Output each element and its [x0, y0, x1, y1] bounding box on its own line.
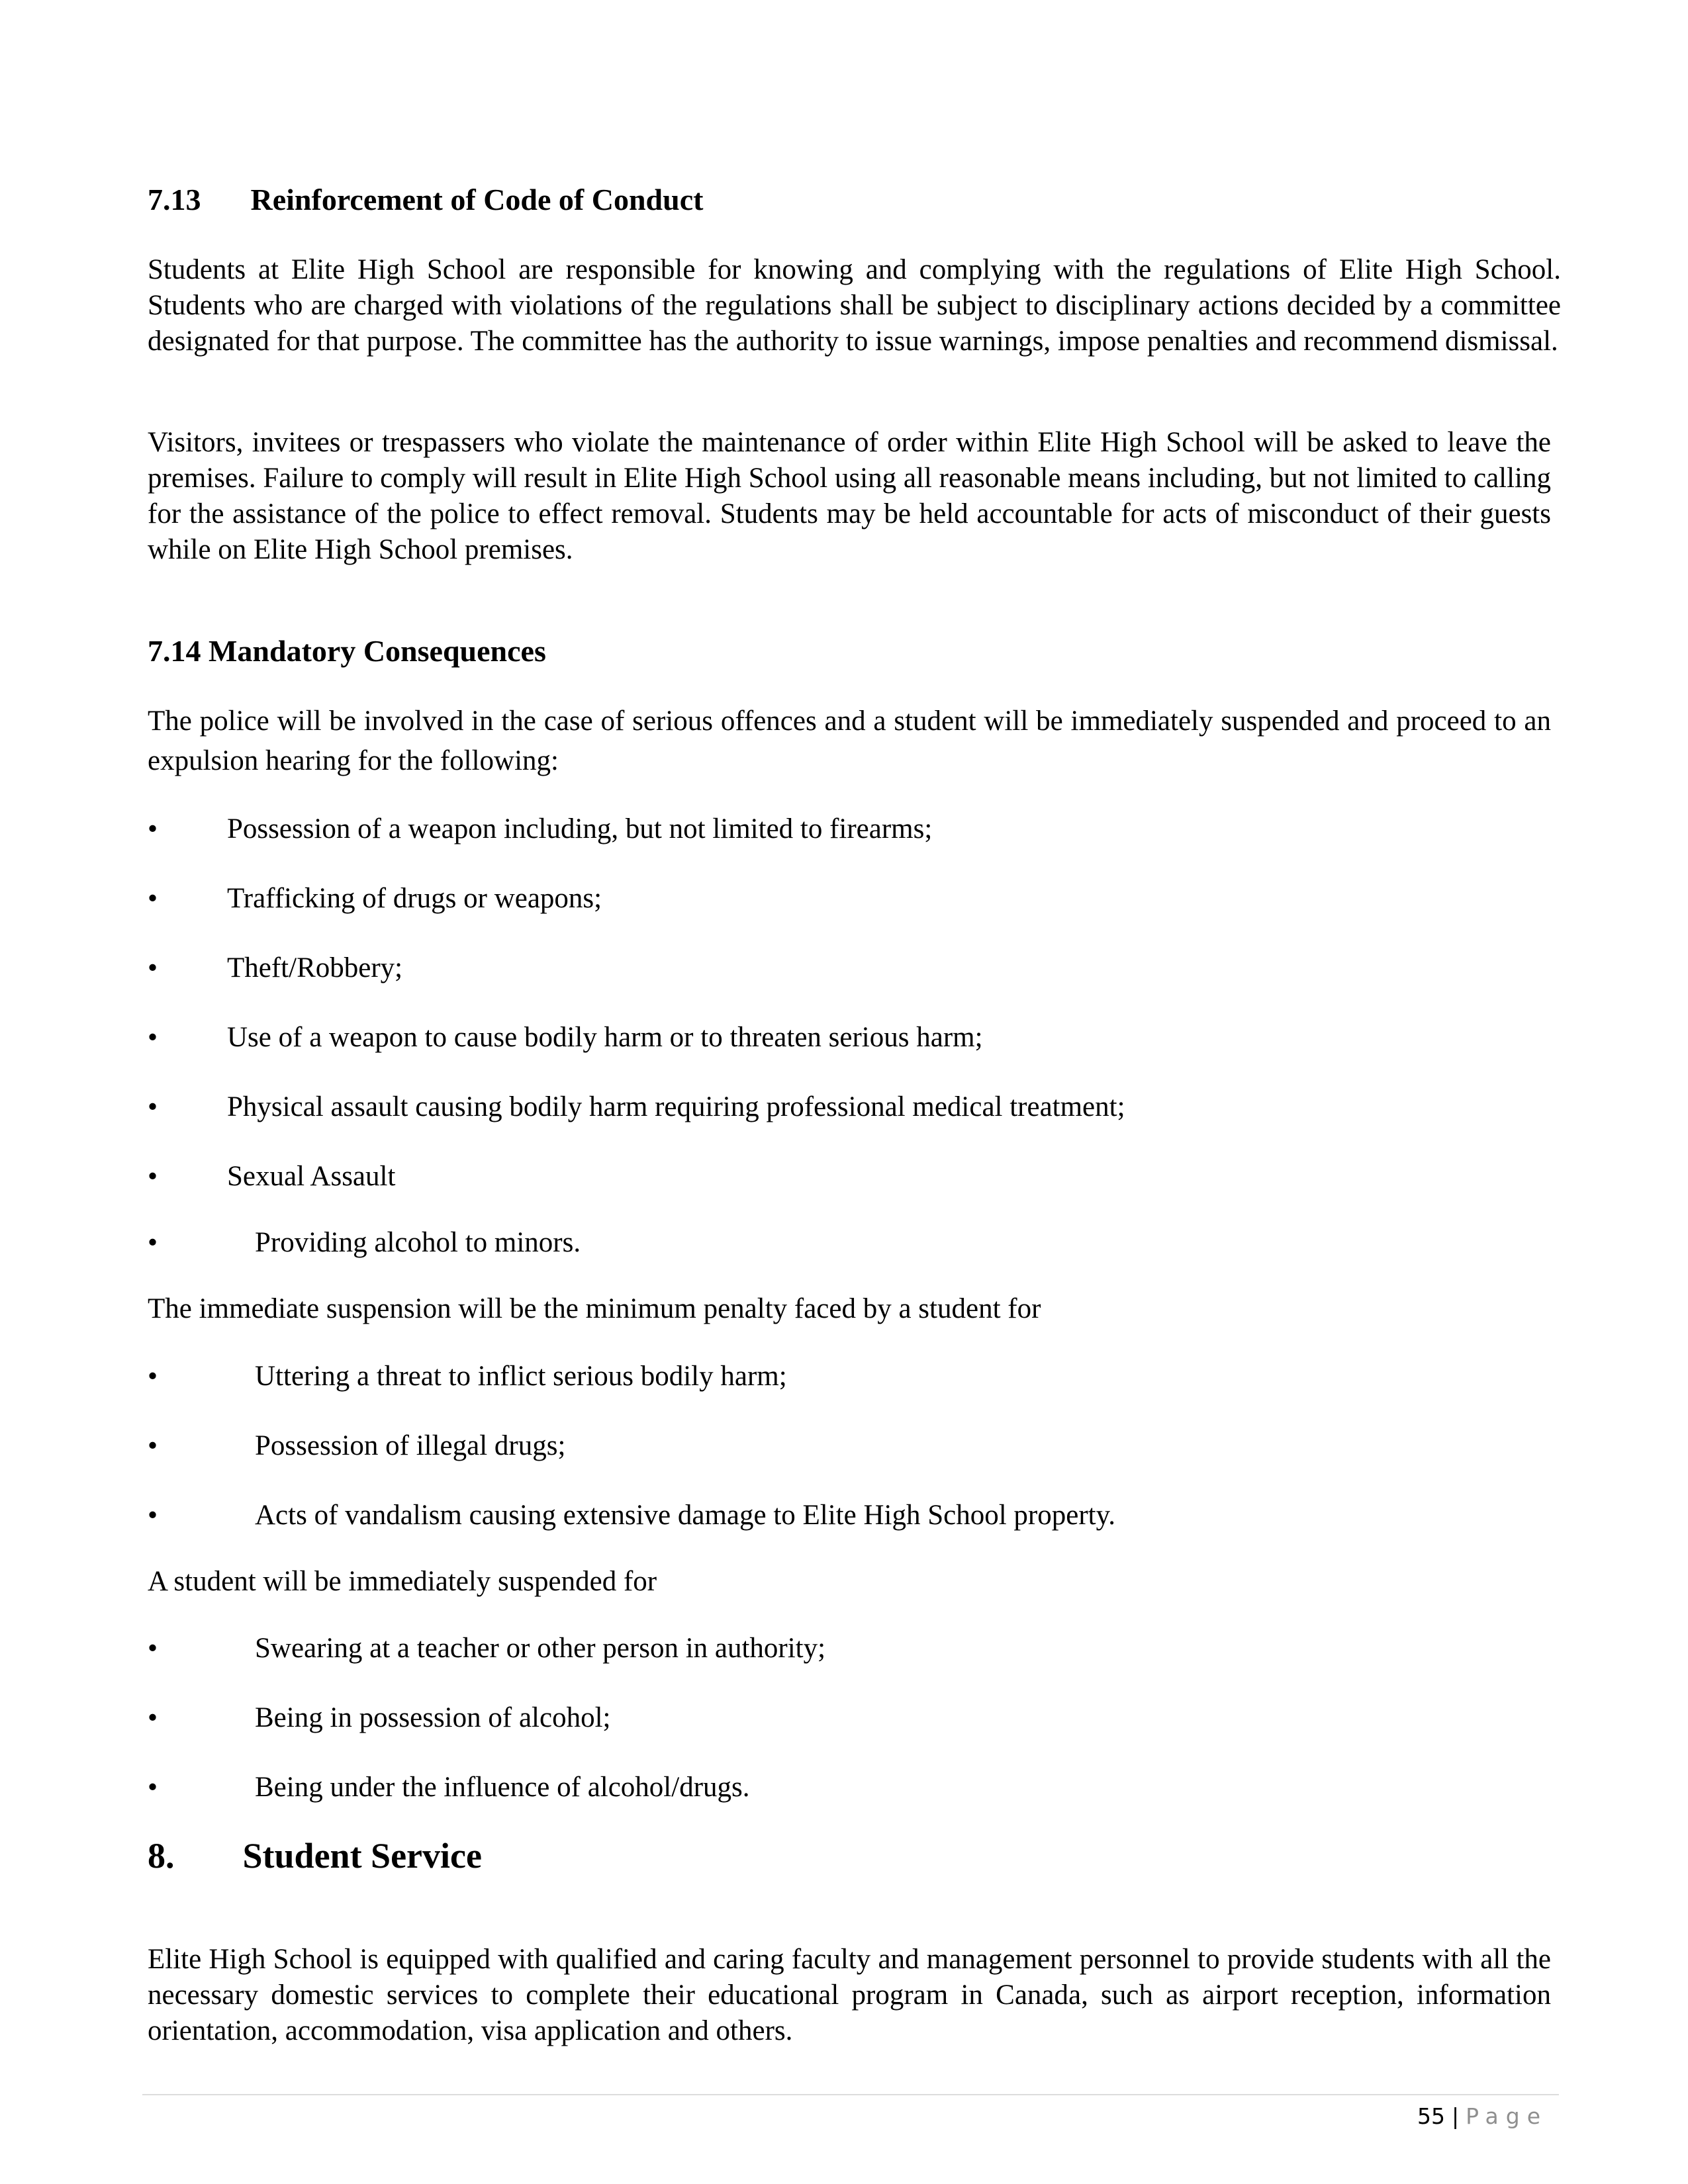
list-item — [148, 881, 1538, 917]
bullet-icon: • — [148, 1430, 158, 1461]
list-item-text: Providing alcohol to minors. — [255, 1227, 581, 1258]
section-8-paragraph: Elite High School is equipped with qualified and caring faculty and management personnel to provide students with all the necessary domestic services to complete their educational program in Canada, such as airport reception, information orientation, accommodation, visa application and others. — [148, 1944, 1551, 2046]
bullet-icon: • — [148, 1500, 158, 1531]
bullet-icon: • — [148, 883, 158, 914]
page-number: 55 — [1417, 2103, 1445, 2129]
list-item — [148, 1020, 1538, 1056]
section-8-number: 8. — [148, 1836, 175, 1876]
bullet-icon: • — [148, 1022, 158, 1053]
list-item-text: Sexual Assault — [227, 1161, 396, 1192]
page-label: Page — [1466, 2103, 1548, 2129]
bullet-icon: • — [148, 1091, 158, 1122]
list-item-text: Acts of vandalism causing extensive damage to Elite High School property. — [255, 1500, 1116, 1531]
list-item-text: Being in possession of alcohol; — [255, 1702, 611, 1733]
footer-divider — [142, 2094, 1559, 2095]
list-item — [148, 1359, 1538, 1394]
list-item — [148, 1770, 1538, 1805]
section-713-heading — [148, 181, 703, 218]
list-item — [148, 1428, 1538, 1464]
list-item-text: Theft/Robbery; — [227, 952, 403, 983]
section-713-title: Reinforcement of Code of Conduct — [250, 183, 704, 216]
list-item — [148, 1225, 1538, 1261]
section-713-paragraph-1: Students at Elite High School are responsible for knowing and complying with the regulations of Elite High School. Students who are charged with violations of the regulations shall be subject to disciplinary actions decided by a committee designated for that purpose. The committee has the authority to issue warnings, impose penalties and recommend dismissal. — [148, 254, 1561, 357]
bullet-icon: • — [148, 1772, 158, 1803]
bullet-icon: • — [148, 1702, 158, 1733]
list-item-text: Swearing at a teacher or other person in authority; — [255, 1633, 826, 1664]
section-713-paragraph-2: Visitors, invitees or trespassers who violate the maintenance of order within Elite High School will be asked to leave the premises. Failure to comply will result in Elite High School using all reasonable means including, but not limited to calling for the assistance of the police to effect removal. Students may be held accountable for acts of misconduct of their guests while on Elite High School premises. — [148, 427, 1551, 565]
list-item — [148, 1631, 1538, 1666]
list-item-text: Possession of a weapon including, but not limited to firearms; — [227, 813, 933, 844]
section-8-title: Student Service — [242, 1836, 482, 1876]
bullet-icon: • — [148, 1227, 158, 1258]
list-item-text: Physical assault causing bodily harm requiring professional medical treatment; — [227, 1091, 1125, 1122]
list-item — [148, 1089, 1538, 1125]
list-item — [148, 1700, 1538, 1736]
suspension-intro: A student will be immediately suspended for — [148, 1566, 657, 1597]
list-item — [148, 1498, 1538, 1533]
suspension-minimum-intro: The immediate suspension will be the minimum penalty faced by a student for — [148, 1293, 1041, 1324]
bullet-icon: • — [148, 813, 158, 844]
section-713-number: 7.13 — [148, 183, 201, 216]
list-item-text: Trafficking of drugs or weapons; — [227, 883, 602, 914]
bullet-icon: • — [148, 1161, 158, 1192]
bullet-icon: • — [148, 1361, 158, 1392]
section-714-intro: The police will be involved in the case of serious offences and a student will be immediately suspended and proceed to an expulsion hearing for the following: — [148, 705, 1551, 776]
bullet-icon: • — [148, 1633, 158, 1664]
list-item — [148, 950, 1538, 986]
list-item — [148, 1159, 1538, 1195]
list-item-text: Being under the influence of alcohol/drugs. — [255, 1772, 750, 1803]
list-item-text: Uttering a threat to inflict serious bodily harm; — [255, 1361, 787, 1392]
section-714-heading: 7.14 Mandatory Consequences — [148, 634, 546, 668]
footer-separator: | — [1451, 2103, 1460, 2129]
list-item-text: Possession of illegal drugs; — [255, 1430, 566, 1461]
list-item-text: Use of a weapon to cause bodily harm or to threaten serious harm; — [227, 1022, 983, 1053]
list-item — [148, 811, 1538, 847]
bullet-icon: • — [148, 952, 158, 983]
page-footer — [1417, 2102, 1548, 2131]
section-8-heading — [148, 1835, 482, 1877]
